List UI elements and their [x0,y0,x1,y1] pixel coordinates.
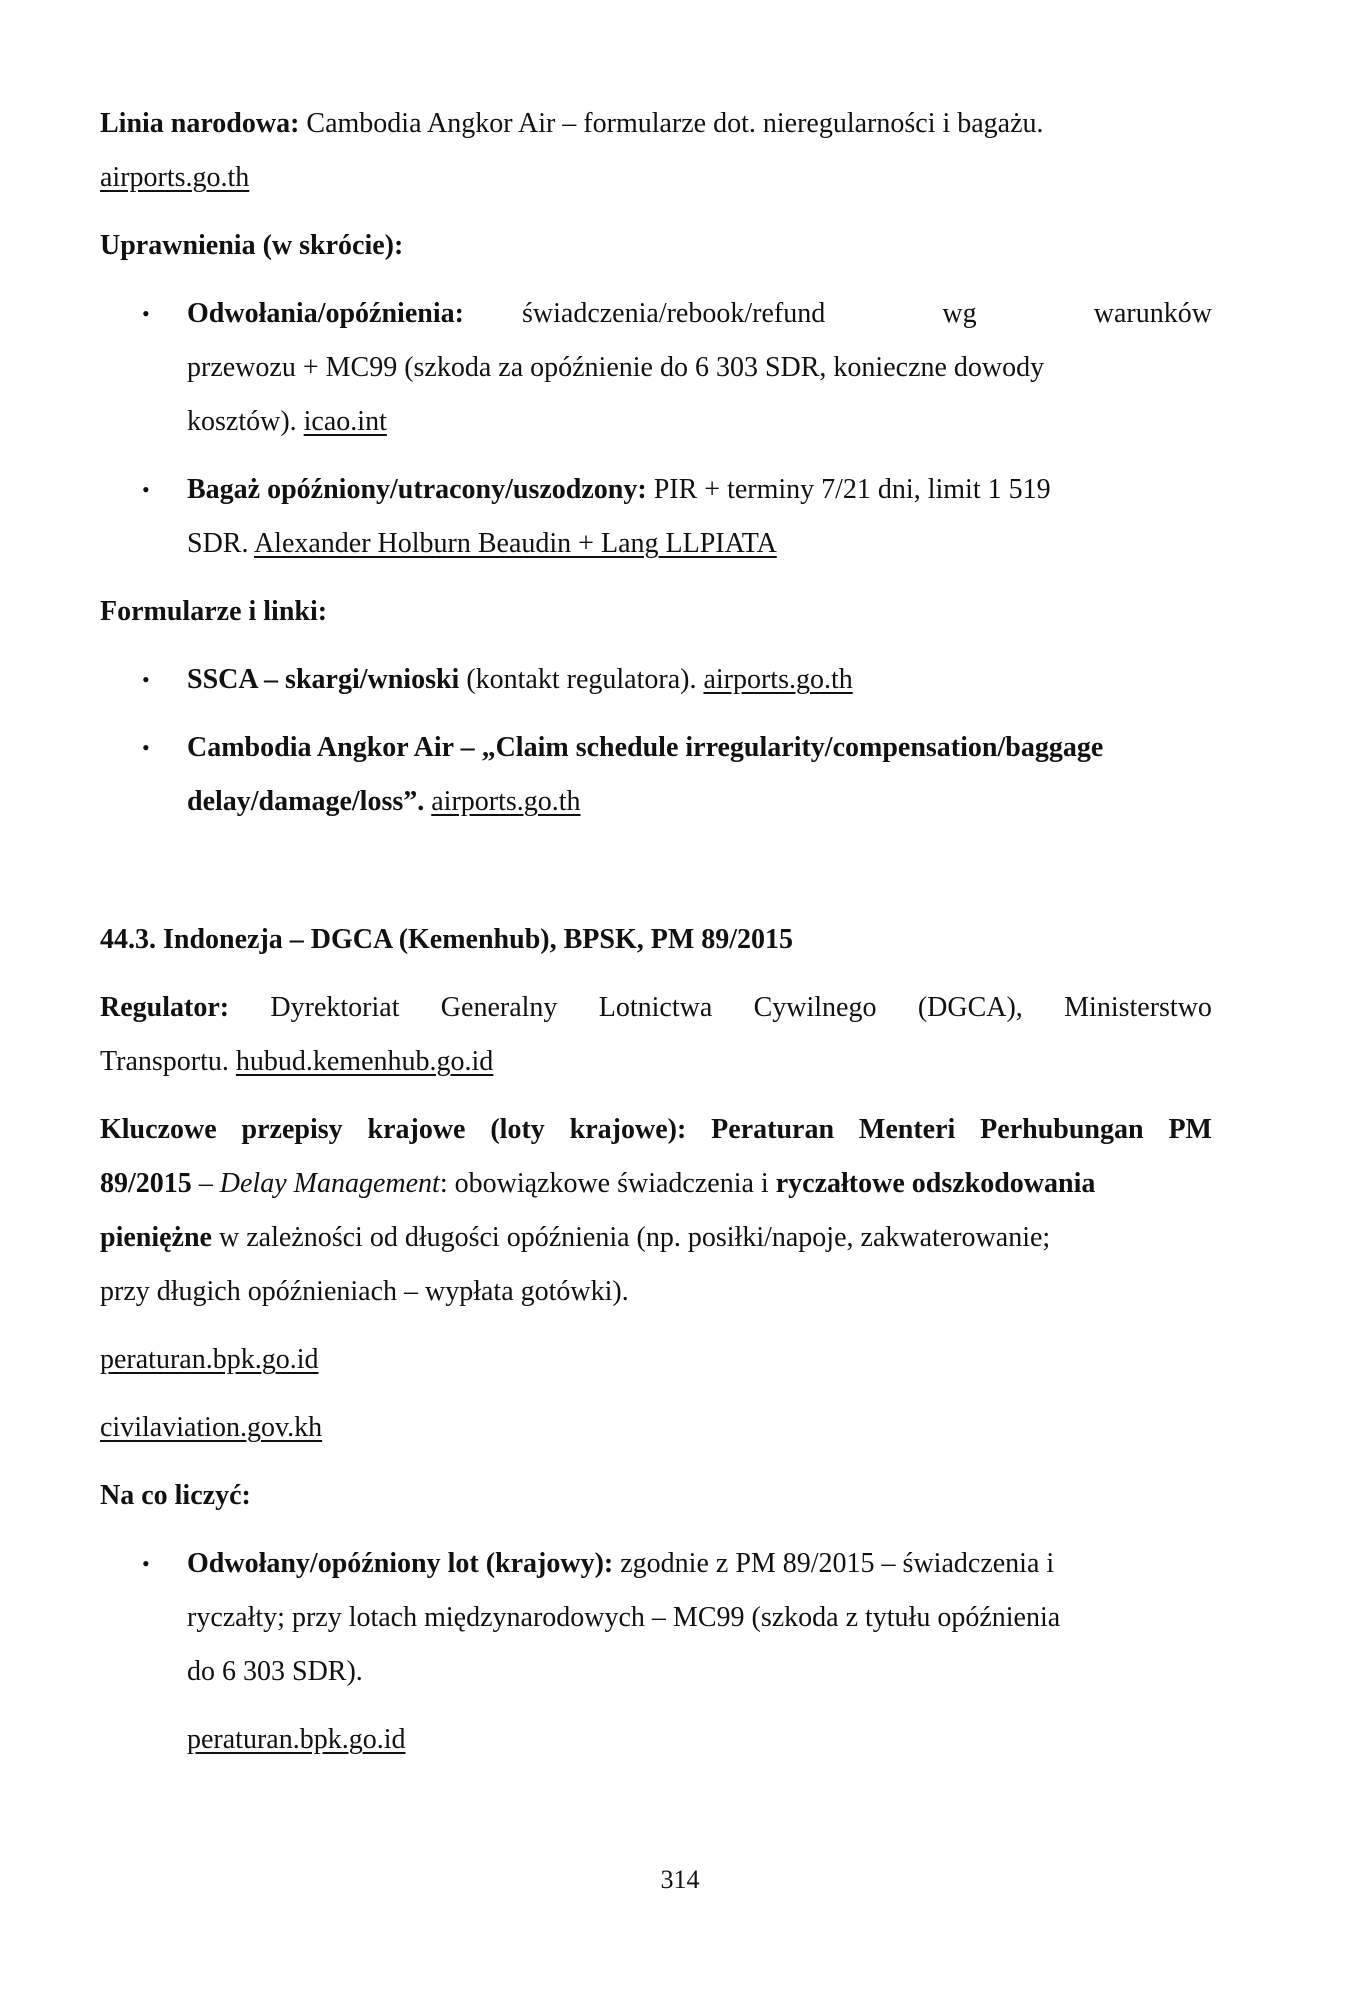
dash: – [191,1168,220,1199]
regulator-line2 [100,1044,1212,1080]
word: Cywilnego [753,992,877,1023]
regulator-text: Transportu. [100,1046,236,1077]
rights-item-label: Odwołania/opóźnienia: [187,298,464,329]
peraturan-link[interactable]: peraturan.bpk.go.id [100,1344,319,1375]
word: Kluczowe [100,1114,217,1145]
word: świadczenia/rebook/refund [522,298,826,329]
forms-heading: Formularze i linki: [100,596,328,627]
word: (loty [490,1114,545,1145]
word: PM [1168,1114,1212,1145]
bullet-icon: • [142,477,150,502]
expect-item-label: Odwołany/opóźniony lot (krajowy): [187,1548,614,1579]
word: Generalny [440,992,558,1023]
word: Dyrektoriat [270,992,400,1023]
key-regulations-line4: przy długich opóźnieniach – wypłata gotówki). [100,1276,629,1307]
kemenhub-link[interactable]: hubud.kemenhub.go.id [235,1046,494,1077]
civilaviation-link[interactable]: civilaviation.gov.kh [100,1412,323,1443]
bullet-icon: • [142,1551,150,1576]
regulator-line1 [100,990,1212,1026]
link-line [100,1410,1212,1446]
rights-item-text: kosztów). [187,406,304,437]
bullet-icon: • [142,667,150,692]
word: Menteri [858,1114,956,1145]
rights-item-cancellations [187,296,1212,332]
regulation-title: Delay Management [219,1168,440,1199]
word: (DGCA), [917,992,1023,1023]
national-airline-link-line [100,160,1212,196]
key-regulations-line3 [100,1220,1212,1256]
word: krajowe): [569,1114,687,1145]
word: wg [942,298,977,329]
rights-item-line2 [187,526,1212,562]
key-regulations-line1 [100,1112,1212,1148]
section-heading: 44.3. Indonezja – DGCA (Kemenhub), BPSK, PM 89/2015 [100,924,794,955]
word: przepisy [241,1114,343,1145]
page-number: 314 [660,1865,700,1894]
icao-link[interactable]: icao.int [303,406,387,437]
forms-item-line2 [187,784,1212,820]
regulation-id: 89/2015 [100,1168,192,1199]
regulation-emphasis: ryczałtowe odszkodowania [775,1168,1096,1199]
rights-item-line1 [522,296,1212,332]
regulation-text: w zależności od długości opóźnienia (np. posiłki/napoje, zakwaterowanie; [212,1222,1051,1253]
national-airline-label: Linia narodowa: [100,108,300,139]
key-regulations-line2 [100,1166,1212,1202]
peraturan-link[interactable]: peraturan.bpk.go.id [187,1724,406,1755]
expect-item-line3: do 6 303 SDR). [187,1656,363,1687]
national-airline-line [100,106,1212,142]
forms-item-label: SSCA – skargi/wnioski [187,664,460,695]
bullet-icon: • [142,301,150,326]
rights-item-baggage [187,472,1212,508]
word: Perhubungan [980,1114,1144,1145]
rights-heading: Uprawnienia (w skrócie): [100,230,404,261]
expect-item-domestic [187,1546,1212,1582]
word: Lotnictwa [598,992,713,1023]
forms-item-text: (kontakt regulatora). [459,664,704,695]
airports-link[interactable]: airports.go.th [100,162,250,193]
expect-item-text: zgodnie z PM 89/2015 – świadczenia i [613,1548,1055,1579]
rights-item-line3 [187,404,1212,440]
word: Ministerstwo [1064,992,1212,1023]
rights-item-line2: przewozu + MC99 (szkoda za opóźnienie do 6 303 SDR, konieczne dowody [187,352,1045,383]
rights-item-text: SDR. [187,528,254,559]
regulation-text: : obowiązkowe świadczenia i [439,1168,776,1199]
airports-link[interactable]: airports.go.th [431,786,581,817]
word: krajowe [367,1114,466,1145]
expect-item-line2: ryczałty; przy lotach międzynarodowych – MC99 (szkoda z tytułu opóźnienia [187,1602,1061,1633]
forms-item-label: delay/damage/loss”. [187,786,425,817]
link-line [100,1342,1212,1378]
expect-heading: Na co liczyć: [100,1480,251,1511]
forms-item-ssca [187,662,1212,698]
regulator-label: Regulator: [100,992,230,1023]
word: warunków [1093,298,1212,329]
rights-item-text: PIR + terminy 7/21 dni, limit 1 519 [646,474,1051,505]
forms-item-cambodia-angkor: Cambodia Angkor Air – „Claim schedule irregularity/compensation/baggage [187,732,1104,763]
regulation-emphasis: pieniężne [100,1222,212,1253]
expect-item-link-line [187,1722,1212,1758]
airports-link[interactable]: airports.go.th [703,664,853,695]
bullet-icon: • [142,735,150,760]
word: Peraturan [711,1114,835,1145]
law-firm-link[interactable]: Alexander Holburn Beaudin + Lang LLPIATA [253,528,777,559]
rights-item-label: Bagaż opóźniony/utracony/uszodzony: [187,474,647,505]
national-airline-text: Cambodia Angkor Air – formularze dot. nieregularności i bagażu. [299,108,1044,139]
